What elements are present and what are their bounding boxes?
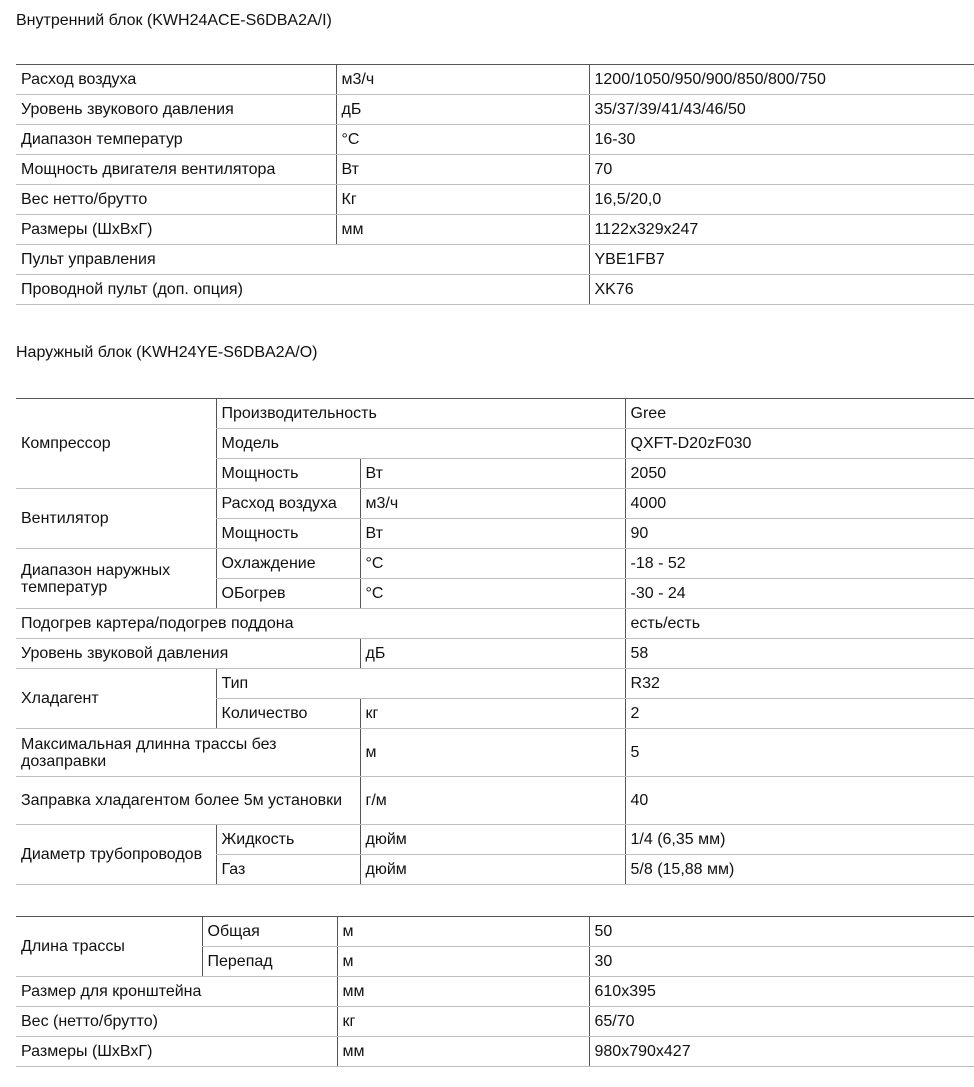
table-row bbox=[16, 917, 974, 947]
outdoor-spec-table bbox=[16, 398, 974, 885]
table-row bbox=[16, 489, 974, 519]
table-row bbox=[16, 65, 974, 95]
weight-value: 65/70 bbox=[589, 1007, 974, 1037]
pipes-liquid-unit: дюйм bbox=[360, 825, 625, 855]
temp-heat-label: ОБогрев bbox=[216, 579, 360, 609]
table-row bbox=[16, 215, 974, 245]
table-row bbox=[16, 155, 974, 185]
indoor-param-value: 16,5/20,0 bbox=[589, 185, 974, 215]
table-row bbox=[16, 729, 974, 777]
bracket-value: 610x395 bbox=[589, 977, 974, 1007]
pipes-gas-value: 5/8 (15,88 мм) bbox=[625, 855, 974, 885]
noise-label: Уровень звуковой давления bbox=[16, 639, 360, 669]
indoor-param-value: 1200/1050/950/900/850/800/750 bbox=[589, 65, 974, 95]
indoor-spec-table bbox=[16, 64, 974, 305]
temp-group-label: Диапазон наружных температур bbox=[16, 549, 216, 609]
route-drop-value: 30 bbox=[589, 947, 974, 977]
table-row bbox=[16, 125, 974, 155]
table-row bbox=[16, 549, 974, 579]
fan-airflow-label: Расход воздуха bbox=[216, 489, 360, 519]
temp-cool-value: -18 - 52 bbox=[625, 549, 974, 579]
compressor-model-value: QXFT-D20zF030 bbox=[625, 429, 974, 459]
indoor-param-label: Пульт управления bbox=[16, 245, 589, 275]
indoor-param-label: Расход воздуха bbox=[16, 65, 336, 95]
charge-value: 40 bbox=[625, 777, 974, 825]
pipes-gas-unit: дюйм bbox=[360, 855, 625, 885]
indoor-param-label: Уровень звукового давления bbox=[16, 95, 336, 125]
pipes-gas-label: Газ bbox=[216, 855, 360, 885]
weight-unit: кг bbox=[337, 1007, 589, 1037]
indoor-param-unit: Вт bbox=[336, 155, 589, 185]
indoor-param-unit: Кг bbox=[336, 185, 589, 215]
compressor-model-label: Модель bbox=[216, 429, 625, 459]
fan-airflow-unit: м3/ч bbox=[360, 489, 625, 519]
refrigerant-qty-label: Количество bbox=[216, 699, 360, 729]
compressor-maker-label: Производительность bbox=[216, 399, 625, 429]
indoor-param-unit: дБ bbox=[336, 95, 589, 125]
indoor-unit-title: Внутренний блок (KWH24ACE-S6DBA2A/I) bbox=[16, 12, 332, 29]
temp-cool-unit: °C bbox=[360, 549, 625, 579]
indoor-param-label: Размеры (ШхВхГ) bbox=[16, 215, 336, 245]
installation-spec-table bbox=[16, 916, 974, 1067]
pipes-liquid-label: Жидкость bbox=[216, 825, 360, 855]
fan-power-value: 90 bbox=[625, 519, 974, 549]
route-total-unit: м bbox=[337, 917, 589, 947]
indoor-param-label: Проводной пульт (доп. опция) bbox=[16, 275, 589, 305]
indoor-param-label: Мощность двигателя вентилятора bbox=[16, 155, 336, 185]
bracket-label: Размер для кронштейна bbox=[16, 977, 337, 1007]
indoor-param-value: 35/37/39/41/43/46/50 bbox=[589, 95, 974, 125]
size-value: 980x790x427 bbox=[589, 1037, 974, 1067]
max-length-unit: м bbox=[360, 729, 625, 777]
indoor-spec-body bbox=[16, 65, 974, 305]
table-row bbox=[16, 639, 974, 669]
size-label: Размеры (ШхВхГ) bbox=[16, 1037, 337, 1067]
charge-unit: г/м bbox=[360, 777, 625, 825]
temp-heat-unit: °C bbox=[360, 579, 625, 609]
weight-label: Вес (нетто/брутто) bbox=[16, 1007, 337, 1037]
indoor-param-label: Диапазон температур bbox=[16, 125, 336, 155]
table-row bbox=[16, 245, 974, 275]
route-drop-label: Перепад bbox=[202, 947, 337, 977]
indoor-param-value: 16-30 bbox=[589, 125, 974, 155]
indoor-param-value: YBE1FB7 bbox=[589, 245, 974, 275]
pipes-group-label: Диаметр трубопроводов bbox=[16, 825, 216, 885]
route-total-value: 50 bbox=[589, 917, 974, 947]
table-row bbox=[16, 275, 974, 305]
noise-unit: дБ bbox=[360, 639, 625, 669]
table-row bbox=[16, 399, 974, 429]
pipes-liquid-value: 1/4 (6,35 мм) bbox=[625, 825, 974, 855]
table-row bbox=[16, 777, 974, 825]
indoor-param-value: XK76 bbox=[589, 275, 974, 305]
outdoor-unit-title: Наружный блок (KWH24YE-S6DBA2A/O) bbox=[16, 344, 318, 361]
temp-cool-label: Охлаждение bbox=[216, 549, 360, 579]
compressor-power-unit: Вт bbox=[360, 459, 625, 489]
table-row bbox=[16, 977, 974, 1007]
indoor-param-unit: мм bbox=[336, 215, 589, 245]
fan-power-label: Мощность bbox=[216, 519, 360, 549]
size-unit: мм bbox=[337, 1037, 589, 1067]
table-row bbox=[16, 1007, 974, 1037]
refrigerant-type-value: R32 bbox=[625, 669, 974, 699]
fan-power-unit: Вт bbox=[360, 519, 625, 549]
indoor-param-unit: °C bbox=[336, 125, 589, 155]
compressor-group-label: Компрессор bbox=[16, 399, 216, 489]
compressor-power-value: 2050 bbox=[625, 459, 974, 489]
refrigerant-group-label: Хладагент bbox=[16, 669, 216, 729]
indoor-param-value: 70 bbox=[589, 155, 974, 185]
table-row bbox=[16, 825, 974, 855]
noise-value: 58 bbox=[625, 639, 974, 669]
indoor-param-label: Вес нетто/брутто bbox=[16, 185, 336, 215]
fan-group-label: Вентилятор bbox=[16, 489, 216, 549]
refrigerant-qty-unit: кг bbox=[360, 699, 625, 729]
max-length-label: Максимальная длинна трассы без дозаправки bbox=[16, 729, 360, 777]
refrigerant-type-label: Тип bbox=[216, 669, 625, 699]
indoor-param-unit: м3/ч bbox=[336, 65, 589, 95]
route-total-label: Общая bbox=[202, 917, 337, 947]
table-row bbox=[16, 95, 974, 125]
charge-label: Заправка хладагентом более 5м установки bbox=[16, 777, 360, 825]
heater-value: есть/есть bbox=[625, 609, 974, 639]
table-row bbox=[16, 669, 974, 699]
table-row bbox=[16, 1037, 974, 1067]
route-group-label: Длина трассы bbox=[16, 917, 202, 977]
table-row bbox=[16, 185, 974, 215]
compressor-maker-value: Gree bbox=[625, 399, 974, 429]
max-length-value: 5 bbox=[625, 729, 974, 777]
route-drop-unit: м bbox=[337, 947, 589, 977]
indoor-param-value: 1122x329x247 bbox=[589, 215, 974, 245]
compressor-power-label: Мощность bbox=[216, 459, 360, 489]
heater-label: Подогрев картера/подогрев поддона bbox=[16, 609, 625, 639]
refrigerant-qty-value: 2 bbox=[625, 699, 974, 729]
fan-airflow-value: 4000 bbox=[625, 489, 974, 519]
table-row bbox=[16, 609, 974, 639]
bracket-unit: мм bbox=[337, 977, 589, 1007]
temp-heat-value: -30 - 24 bbox=[625, 579, 974, 609]
